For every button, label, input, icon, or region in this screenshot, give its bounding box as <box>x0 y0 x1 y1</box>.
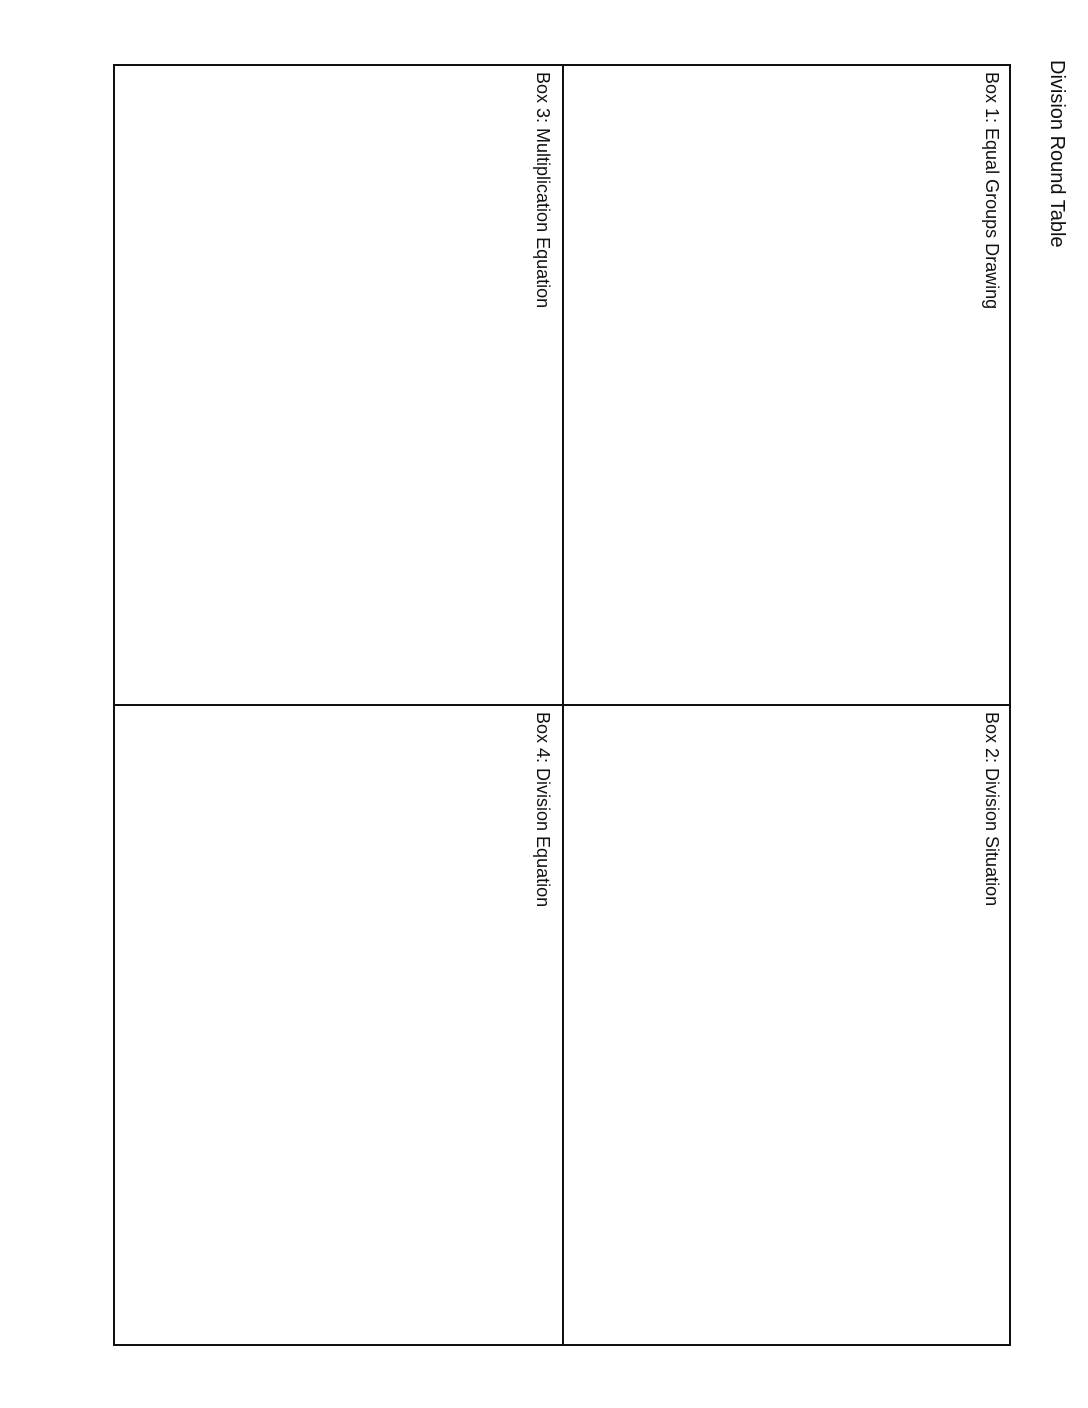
box-3-label-text: Box 3: Multiplication Equation <box>533 72 553 309</box>
box-3-multiplication-equation[interactable] <box>115 66 562 706</box>
box-1-label <box>977 72 1007 672</box>
box-4-label-text: Box 4: Division Equation <box>533 712 553 908</box>
box-2-label-text: Box 2: Division Situation <box>982 712 1002 907</box>
box-4-label <box>528 712 558 1312</box>
box-1-equal-groups-drawing[interactable] <box>562 66 1011 706</box>
page-title-text: Division Round Table <box>1046 60 1068 248</box>
box-4-division-equation[interactable] <box>115 706 562 1344</box>
page-title <box>1042 60 1072 280</box>
box-3-label <box>528 72 558 672</box>
box-2-label <box>977 712 1007 1312</box>
round-table-grid <box>113 64 1011 1346</box>
box-2-division-situation[interactable] <box>562 706 1011 1344</box>
box-1-label-text: Box 1: Equal Groups Drawing <box>982 72 1002 310</box>
